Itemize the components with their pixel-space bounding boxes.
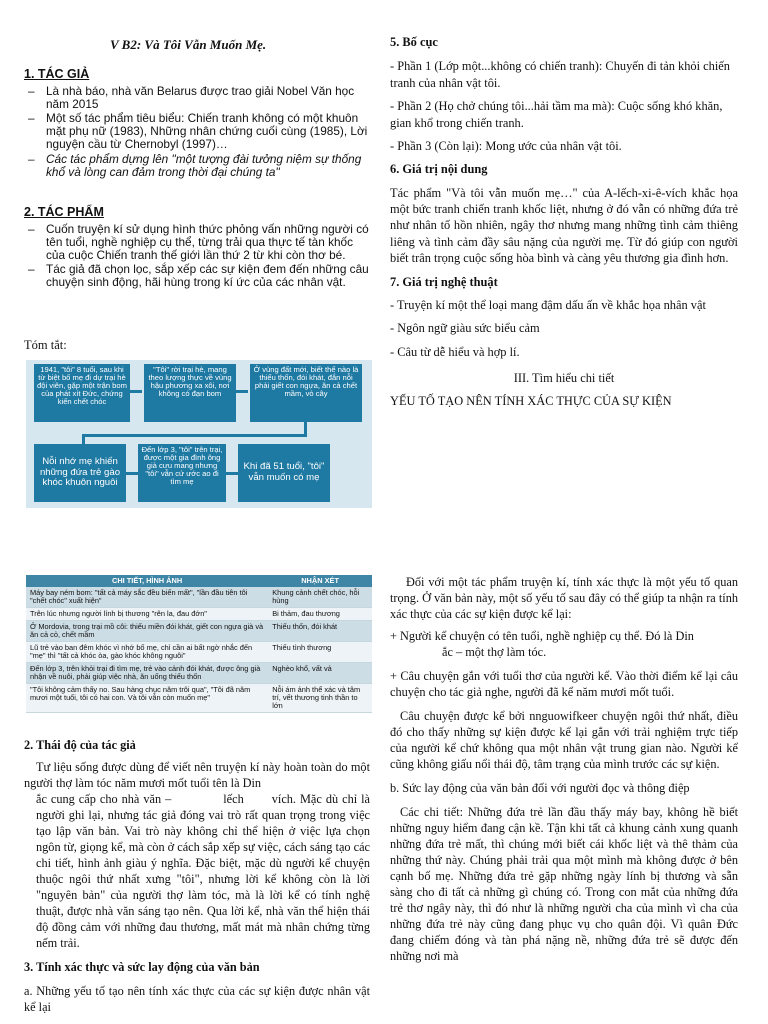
table-row bbox=[26, 662, 372, 683]
table-cell: Bi thảm, đau thương bbox=[268, 607, 372, 620]
table-cell: Thiếu thốn, đói khát bbox=[268, 620, 372, 641]
attitude-line-2: ắc cung cấp cho nhà văn – bbox=[36, 791, 172, 806]
art-value-heading: 7. Giá trị nghệ thuật bbox=[390, 274, 498, 289]
attitude-section bbox=[24, 738, 370, 1016]
flow-step-2: "Tôi" rời trại hè, mang theo lượng thực về vùng hậu phương xa xôi, nơi không có đạn bom bbox=[144, 364, 236, 422]
summary-label: Tóm tắt: bbox=[24, 338, 67, 352]
author-section bbox=[24, 66, 370, 180]
structure-item: - Phần 1 (Lớp một...không có chiến tranh): Chuyến đi tản khỏi chiến tranh của nhân vật tôi. bbox=[390, 59, 730, 90]
content-value-heading: 6. Giá trị nội dung bbox=[390, 162, 488, 177]
table-row bbox=[26, 587, 372, 607]
attitude-line-4: vích. Mặc dù chỉ là người ghi lại, nhưng tác giả đóng vai trò rất quan trọng trong việc tạo lập văn bản. Vai trò này không chỉ thể hiện ở việc lựa chọn ngôn từ, giọng kể, mà còn ở cách sắp xếp sự việc, cách sáng tạo các chi tiết, hình ảnh giàu ý nghĩa. Đặc biệt, mặc dù người kể chuyện thuộc ngôi thứ nhất xưng "tôi", nhưng lời kể không còn là lời "nguyên bản" của người thợ làm tóc, mà là lời kể có tính nghệ thuật, được nhà văn sáng tạo nên. Qua lời kể, nhà văn thể hiện thái độ đồng cảm với những đau thương, mất mát mà nhân chứng từng nếm trải. bbox=[36, 791, 371, 950]
flow-step-1: 1941, "tôi" 8 tuổi, sau khi từ biệt bố mẹ đi dự trại hè đội viên, gặp một trận bom của phát xít Đức, chứng kiến chết chóc bbox=[34, 364, 130, 422]
authenticity-heading: 3. Tính xác thực và sức lay động của văn bản bbox=[24, 959, 260, 974]
art-value-item: - Ngôn ngữ giàu sức biểu cảm bbox=[390, 321, 540, 336]
arrow-right-icon bbox=[236, 390, 248, 393]
table-row bbox=[26, 641, 372, 662]
content-value-text: Tác phẩm "Và tôi vẫn muốn mẹ…" của A-lếch-xi-ê-vích khắc họa một bức tranh chiến tranh khốc liệt, nhưng ở đó vẫn có những đứa trẻ như nhân tố hồn nhiên, ngây thơ nhưng mang những tình cảm thiêng liêng và tình cảm đầy sâu nặng của người mẹ. Từ đó giúp con người biết trân trọng cuộc sống hòa bình và càng yêu thương gia đình hơn. bbox=[390, 185, 738, 266]
structure-item: - Phần 2 (Họ chở chúng tôi...hải tầm ma mà): Cuộc sống khó khăn, gian khổ trong chiến tranh. bbox=[390, 99, 723, 130]
details-paragraph: Các chi tiết: Những đứa trẻ lần đầu thấy máy bay, không hề biết những nguy hiểm đang cận kề. Tận khi tất cả khung cảnh xung quanh những đứa trẻ mất, thì chúng mới biết cái khốc liệt và thê thảm của những thứ này. Chúng phải trải qua một mình mà không được ở bên cạnh bố mẹ. Những đứa trẻ gặp những ngày lính bị thương và sẵn sàng cho đi tất cả những gì chúng có. Trong con mắt của những đứa trẻ thơ ngây này, thì đó như là những người cha của mình vì cha của những đứa trẻ này cũng đang phục vụ cho quân đội. Vì quân Đức đang chiếm đóng và tàn phá nặng nề, những đứa trẻ sẽ được đến những nơi mà bbox=[390, 804, 738, 963]
work-item: – Cuốn truyện kí sử dụng hình thức phỏng vấn những người có tên tuổi, nghề nghiệp cụ thể, từng trải qua thực tế tàn khốc của cuộc Chiến tranh thế giới lần thứ 2 từ khi còn thơ bé. bbox=[24, 223, 370, 263]
table-cell: Đến lớp 3, trên khỏi trại đi tìm mẹ, trẻ vào cảnh đói khát, được ông già nhận về nuôi, phải giúp việc nhà, ăn uống thiếu thốn bbox=[26, 662, 268, 683]
sub-heading-b: b. Sức lay động của văn bản đối với người đọc và thông điệp bbox=[390, 780, 690, 795]
arrow-right-icon bbox=[126, 472, 138, 475]
page-title: V B2: Và Tôi Vẫn Muốn Mẹ. bbox=[110, 37, 267, 52]
table-cell: Thiếu tình thương bbox=[268, 641, 372, 662]
point-1: + Người kể chuyện có tên tuổi, nghề nghiệp cụ thể. Đó là Din bbox=[390, 628, 694, 643]
table-cell: Nghèo khổ, vất vả bbox=[268, 662, 372, 683]
arrow-right-icon bbox=[226, 472, 238, 475]
intro-paragraph: Đối với một tác phẩm truyện kí, tính xác thực là một yếu tố quan trọng. Ở văn bản này, một số yếu tố sau đây có thể giúp ta nhận ra tính xác thực của các sự kiện được kể lại: bbox=[390, 575, 738, 621]
art-value-item: - Truyện kí một thể loại mang đậm dấu ấn về khắc họa nhân vật bbox=[390, 297, 706, 312]
upper-right-section bbox=[390, 34, 738, 417]
point-1-cont: ắc – một thợ làm tóc. bbox=[442, 644, 547, 659]
work-section bbox=[24, 204, 370, 291]
arrow-right-icon bbox=[130, 390, 142, 393]
flow-step-6: Khi đã 51 tuổi, "tôi" vẫn muốn có mẹ bbox=[238, 444, 330, 502]
table-row bbox=[26, 683, 372, 712]
table-header-detail: CHI TIẾT, HÌNH ẢNH bbox=[26, 575, 268, 587]
flow-step-5: Đến lớp 3, "tôi" trên trại, được một gia đình ông già cưu mang nhưng "tôi" vẫn cứ ước ao đi tìm mẹ bbox=[138, 444, 226, 502]
author-heading: 1. TÁC GIẢ bbox=[24, 67, 90, 81]
factor-heading: YẾU TỐ TẠO NÊN TÍNH XÁC THỰC CỦA SỰ KIỆN bbox=[390, 394, 672, 409]
connector-line bbox=[82, 434, 307, 437]
author-item: – Các tác phẩm dựng lên "một tượng đài tưởng niệm sự thống khổ và lòng can đảm trong thời đại chúng ta" bbox=[24, 153, 370, 179]
art-value-item: - Câu từ dễ hiểu và hợp lí. bbox=[390, 344, 520, 359]
narrator-paragraph: Câu chuyện được kể bởi nnguowifkeer chuyện ngôi thứ nhất, điều đó cho thấy những sự kiện được kể lại gắn với trải nghiệm trực tiếp của người kể chứ không qua một nhân vật trung gian nào. Người kể cũng không giấu nổi thái độ, tâm trạng của mình trước các sự kiện. bbox=[390, 708, 738, 771]
summary-flowchart bbox=[26, 360, 372, 508]
work-item: – Tác giả đã chọn lọc, sắp xếp các sự kiện đem đến những câu chuyện sinh động, hãi hùng trong kí ức của các nhân vật. bbox=[24, 263, 370, 289]
table-cell: Máy bay ném bom: "tất cả máy sắc đều biến mất", "lần đầu tiên tôi "chết chóc" xuất hiện" bbox=[26, 587, 268, 607]
table-row bbox=[26, 620, 372, 641]
structure-heading: 5. Bố cục bbox=[390, 35, 438, 49]
attitude-heading: 2. Thái độ của tác giả bbox=[24, 738, 136, 752]
attitude-line-3: lếch bbox=[223, 791, 244, 806]
table-cell: Nỗi ám ảnh thể xác và tâm trí, vết thương tinh thần to lớn bbox=[268, 683, 372, 712]
lower-right-section bbox=[390, 575, 738, 965]
detail-table bbox=[26, 575, 372, 713]
table-cell: Khung cảnh chết chóc, hỗi hùng bbox=[268, 587, 372, 607]
table-cell: Ở Mordovia, trong trại mồ côi: thiếu miền đói khát, giết con ngựa già và ăn cả cỏ, chết mầm bbox=[26, 620, 268, 641]
attitude-line-1: Tư liệu sống được dùng để viết nên truyện kí này hoàn toàn do một người thợ làm tóc năm mươi mốt tuổi tên là Din bbox=[24, 759, 370, 790]
point-2: + Câu chuyện gắn với tuổi thơ của người kể. Vào thời điểm kể lại câu chuyện cho tác giả nghe, người đã kể năm mươi mốt tuổi. bbox=[390, 668, 738, 699]
detail-heading: III. Tìm hiểu chi tiết bbox=[513, 371, 615, 385]
table-cell: Lũ trẻ vào ban đêm khóc vì nhớ bố mẹ, chỉ cần ai bất ngờ nhắc đến "mẹ" thì "tất cả khóc òa, gào khóc không nguôi" bbox=[26, 641, 268, 662]
author-item: – Là nhà báo, nhà văn Belarus được trao giải Nobel Văn học năm 2015 bbox=[24, 85, 370, 111]
authenticity-sub-a: a. Những yếu tố tạo nên tính xác thực của các sự kiện được nhân vật kể lại bbox=[24, 983, 370, 1014]
structure-item: - Phần 3 (Còn lại): Mong ước của nhân vật tôi. bbox=[390, 138, 622, 153]
table-row bbox=[26, 607, 372, 620]
flow-step-3: Ở vùng đất mới, biết thế nào là thiếu thốn, đói khát, đắn nỗi phải giết con ngựa, ăn cả chết mầm, vỏ cây bbox=[250, 364, 362, 422]
flow-step-4: Nỗi nhớ mẹ khiến những đứa trẻ gào khóc khuôn nguôi bbox=[34, 444, 126, 502]
arrow-down-icon bbox=[82, 434, 85, 444]
author-item: – Một số tác phẩm tiêu biểu: Chiến tranh không có một khuôn mặt phụ nữ (1983), Những nhân chứng cuối cùng (1985), Lời nguyện cầu từ Chernobyl (1997)… bbox=[24, 112, 370, 152]
table-header-comment: NHẬN XÉT bbox=[268, 575, 372, 587]
table-cell: Trên lúc nhưng người lính bị thương "rên la, đau đớn" bbox=[26, 607, 268, 620]
table-cell: "Tôi không cảm thấy no. Sau hàng chục năm trôi qua", "Tôi đã năm mươi một tuổi, tôi có hai con. Và tôi vẫn còn muốn mẹ" bbox=[26, 683, 268, 712]
work-heading: 2. TÁC PHẨM bbox=[24, 205, 104, 219]
